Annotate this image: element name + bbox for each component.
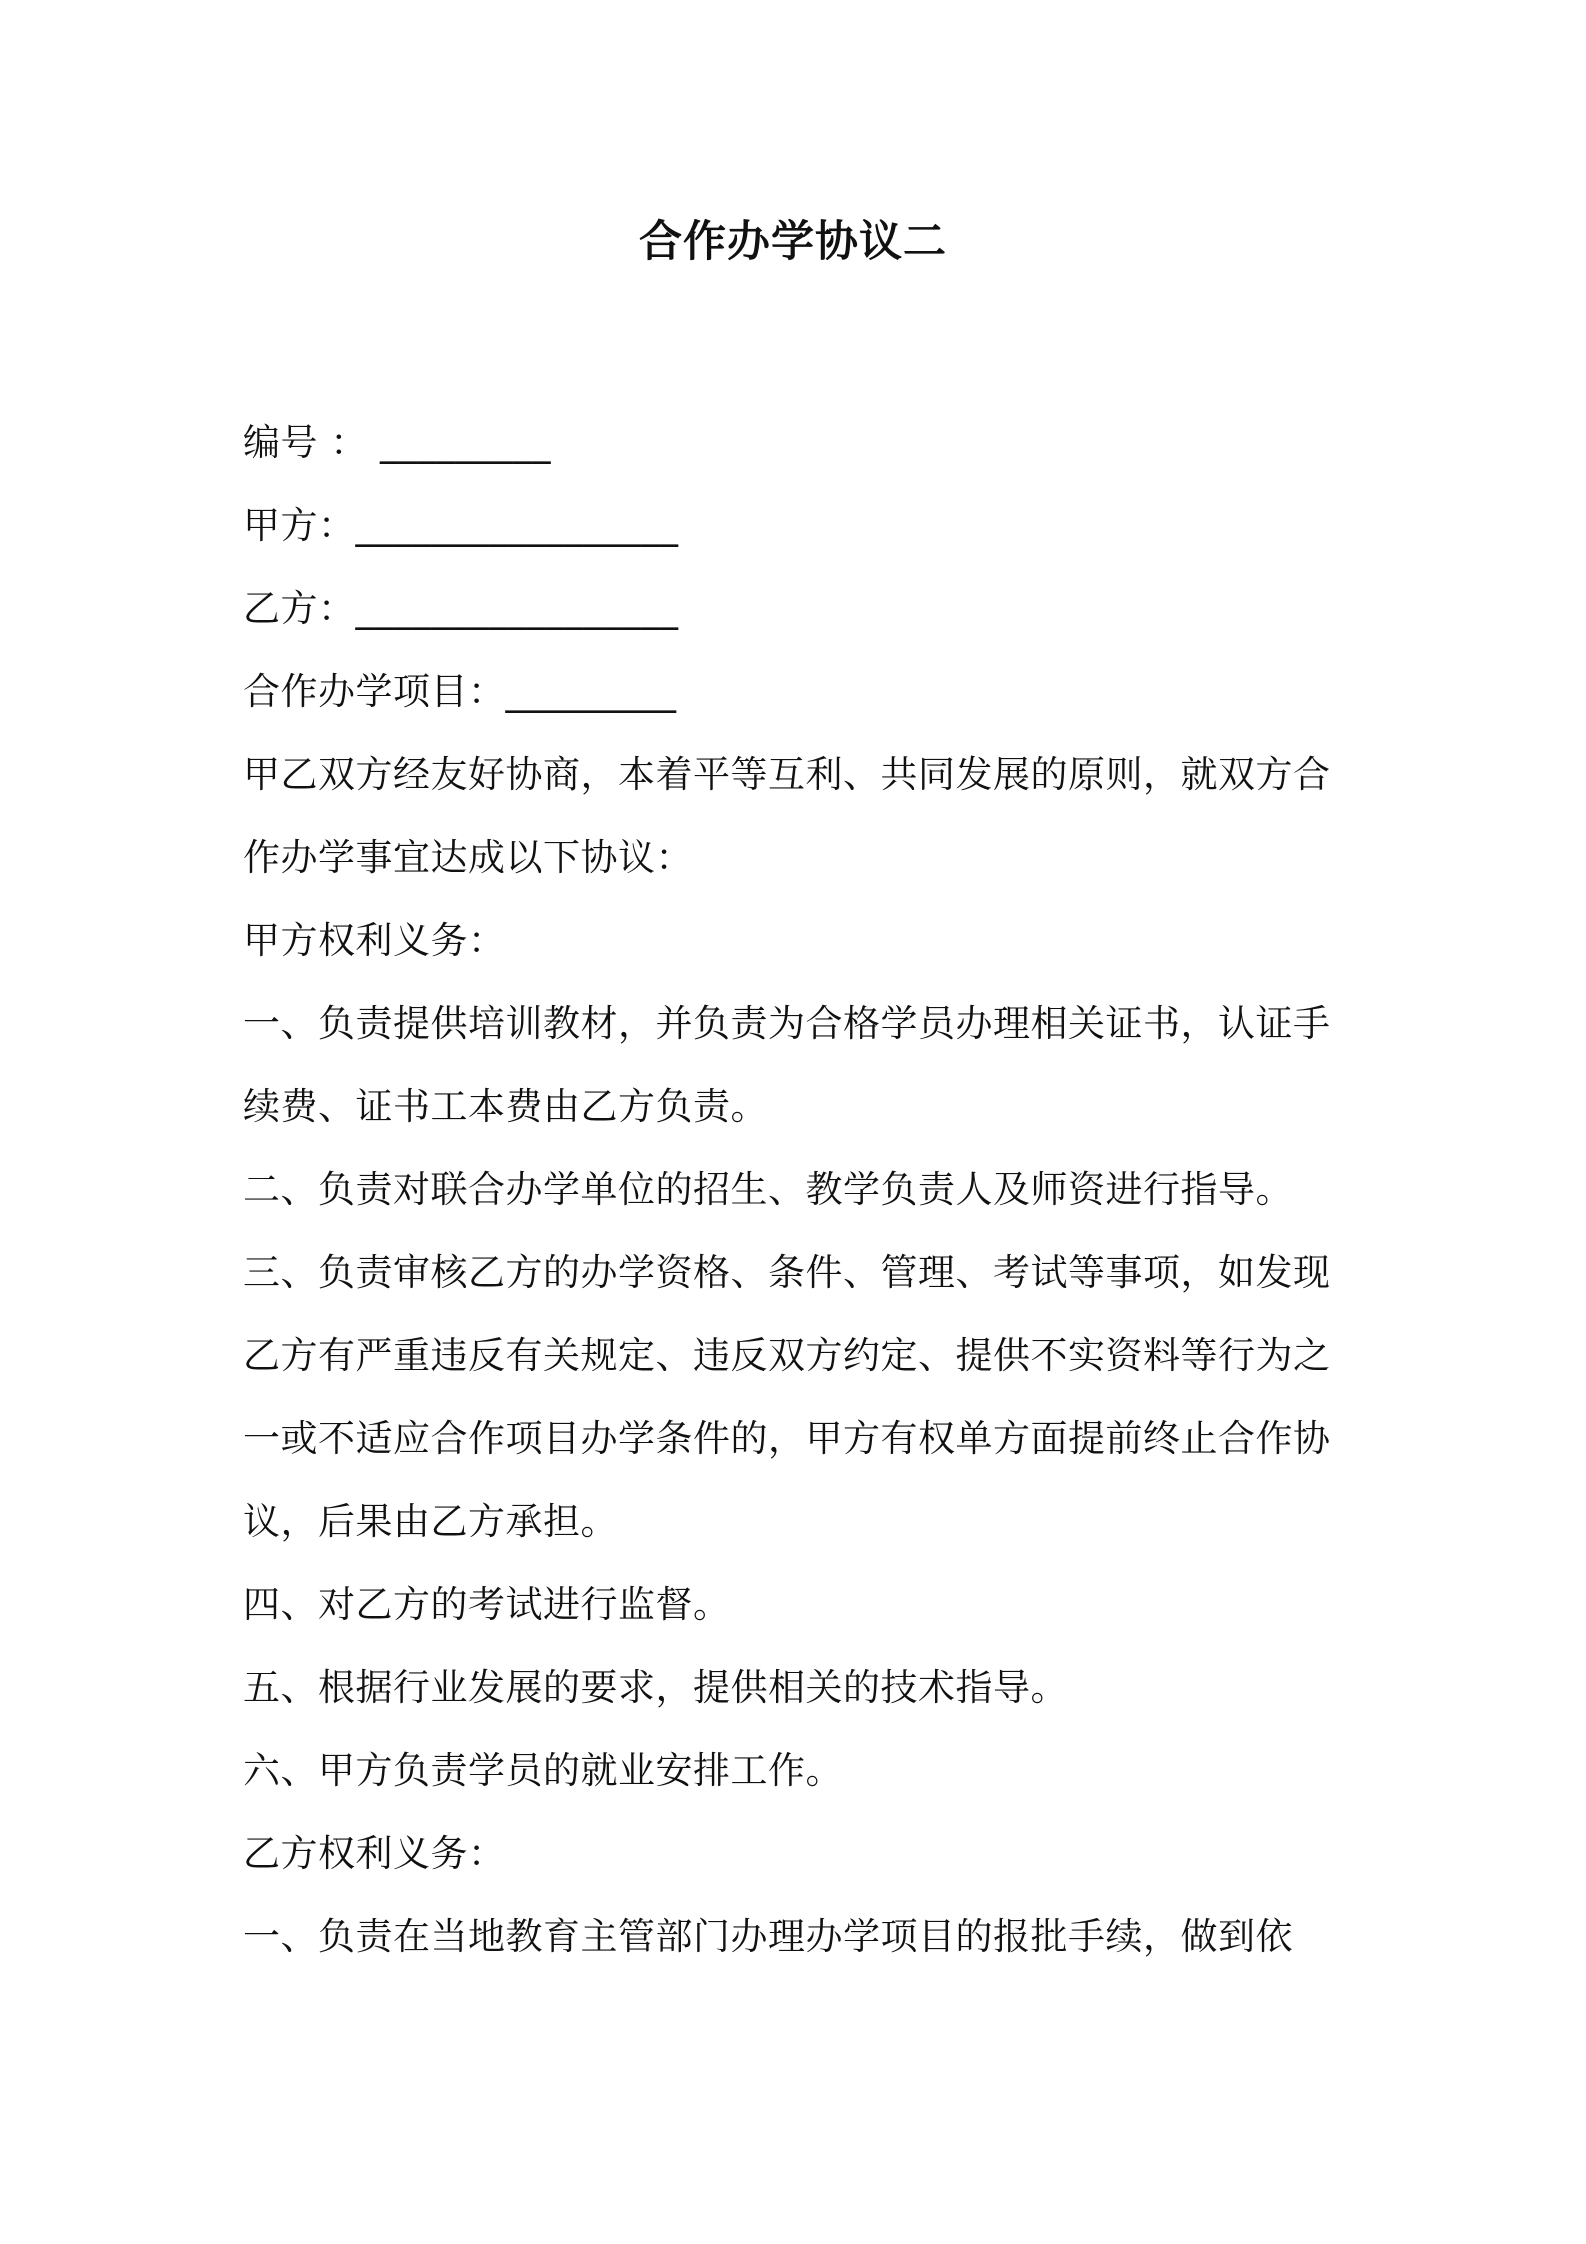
preamble-paragraph: 甲乙双方经友好协商，本着平等互利、共同发展的原则，就双方合作办学事宜达成以下协议：: [243, 753, 1331, 879]
party-a-item-3: 三、负责审核乙方的办学资格、条件、管理、考试等事项，如发现乙方有严重违反有关规定、违反双方约定、提供不实资料等行为之一或不适应合作项目办学条件的，甲方有权单方面提前终止合作协议，后果由乙方承担。: [243, 1251, 1331, 1543]
party-a-item-2: 二、负责对联合办学单位的招生、教学负责人及师资进行指导。: [243, 1168, 1293, 1211]
document-title: 合作办学协议二: [639, 217, 947, 267]
party-b-item-1: 一、负责在当地教育主管部门办理办学项目的报批手续，做到依: [243, 1915, 1293, 1958]
party-b-heading: 乙方权利义务：: [243, 1832, 506, 1875]
party-a-item-1: 一、负责提供培训教材，并负责为合格学员办理相关证书，认证手续费、证书工本费由乙方负责。: [243, 1002, 1331, 1128]
party-a-item-5: 五、根据行业发展的要求，提供相关的技术指导。: [243, 1666, 1068, 1709]
party-a-heading: 甲方权利义务：: [243, 919, 506, 962]
document-body: [243, 401, 1363, 1978]
field-party-b: 乙方：_________________: [243, 587, 679, 630]
field-number: 编号 ： _________: [243, 421, 552, 464]
field-project: 合作办学项目：_________: [243, 670, 677, 713]
party-a-item-6: 六、甲方负责学员的就业安排工作。: [243, 1749, 843, 1792]
party-a-item-4: 四、对乙方的考试进行监督。: [243, 1583, 731, 1626]
field-party-a: 甲方：_________________: [243, 504, 679, 547]
